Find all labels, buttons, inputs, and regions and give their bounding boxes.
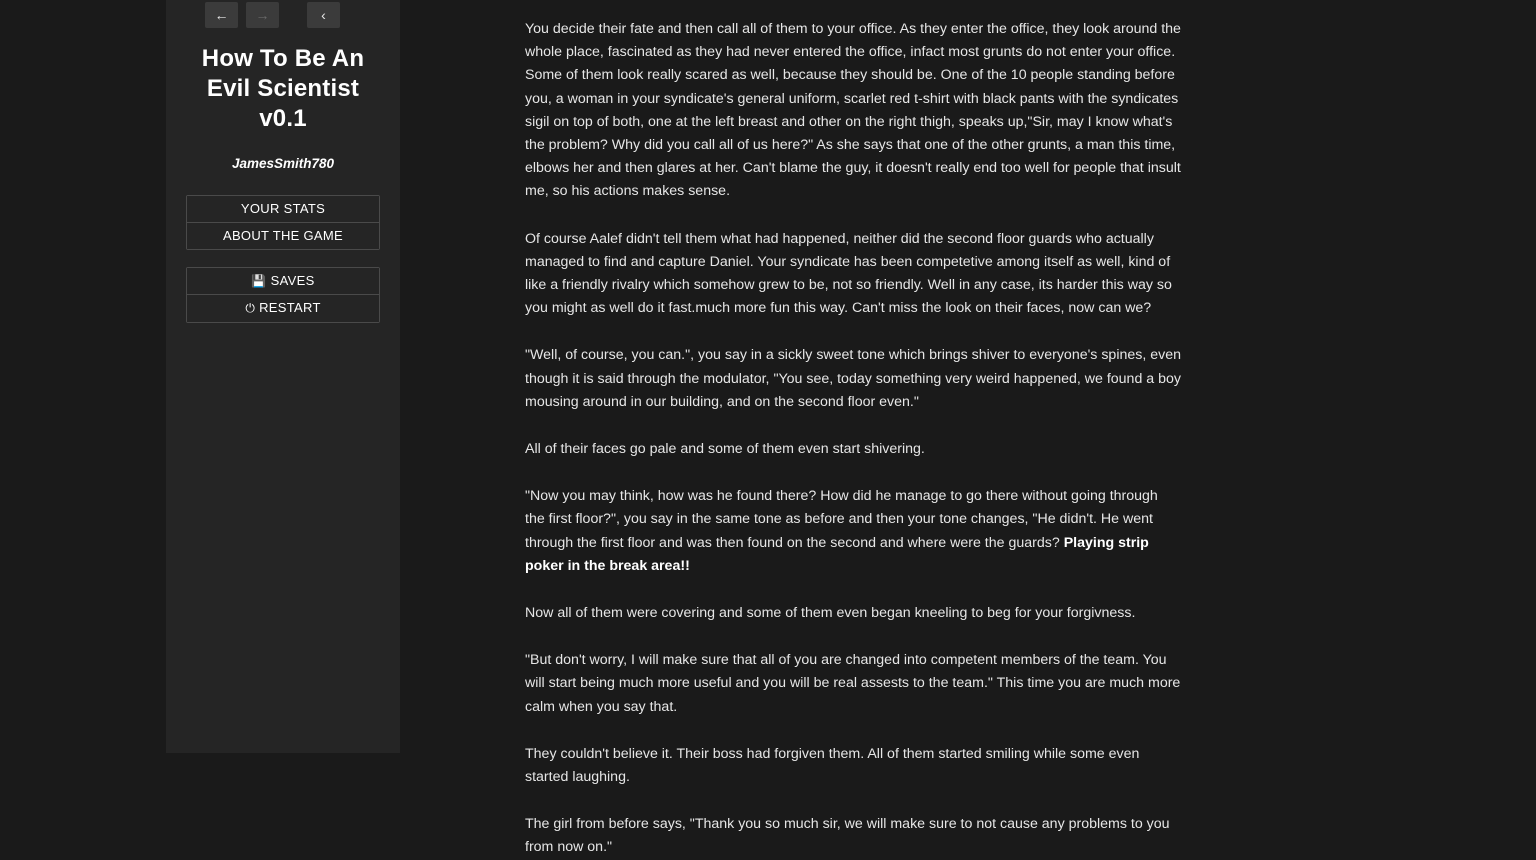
save-icon: 💾 (251, 274, 267, 288)
story-paragraph-text: "Now you may think, how was he found there? How did he manage to go there without going through the first floor?", you say in the same tone as before and then your tone changes, "He didn't. He went through the first floor and was then found on the second and where were the guards? (525, 488, 1158, 551)
story-emphasis: Playing strip poker in the break area!! (525, 534, 1149, 574)
story-passage (500, 0, 1471, 856)
left-gutter (0, 0, 166, 753)
sidebar-nav-row (186, 0, 380, 28)
forward-button[interactable]: → (246, 2, 279, 28)
story-paragraph-with-emphasis (525, 485, 1181, 578)
back-button[interactable]: ← (205, 2, 238, 28)
sidebar-item-label: SAVES (270, 273, 315, 288)
collapse-sidebar-button[interactable]: ‹ (307, 2, 340, 28)
sidebar-menu-primary (186, 195, 380, 250)
story-paragraph: "Well, of course, you can.", you say in a sickly sweet tone which brings shiver to everyone's spines, even though it is said through the modulator, "You see, today something very weird happened, we found a boy mousing around in our building, and on the second floor even." (525, 347, 1181, 410)
story-paragraph: You decide their fate and then call all of them to your office. As they enter the office, they look around the whole place, fascinated as they had never entered the office, infact most grunts do not enter your office. Some of them look really scared as well, because they should be. One of the 10 people standing before you, a woman in your syndicate's general uniform, scarlet red t-shirt with black pants with the syndicates sigil on top of both, one at the left breast and other on the right thigh, speaks up,"Sir, may I know what's the problem? Why did you call all of us here?" As she says that one of the other grunts, a man this time, elbows her and then glares at her. Can't blame the guy, it doesn't really end too well for people that insult me, so his actions makes sense. (525, 21, 1181, 200)
sidebar-item-about-the-game[interactable]: ABOUT THE GAME (187, 223, 379, 249)
power-icon: ⏻ (245, 301, 256, 315)
sidebar-item-label: RESTART (259, 300, 321, 315)
sidebar-item-restart[interactable] (187, 295, 379, 322)
story-paragraph: The girl from before says, "Thank you so much sir, we will make sure to not cause any problems to you from now on." (525, 816, 1170, 856)
content-area (400, 0, 1536, 856)
story-paragraph: All of their faces go pale and some of them even start shivering. (525, 441, 925, 458)
story-paragraph: They couldn't believe it. Their boss had forgiven them. All of them started smiling while some even started laughing. (525, 745, 1140, 786)
sidebar-item-your-stats[interactable]: YOUR STATS (187, 196, 379, 223)
story-paragraph: Now all of them were covering and some of them even began kneeling to beg for your forgivness. (525, 605, 1136, 622)
author-label: JamesSmith780 (231, 156, 335, 171)
page-title: How To Be An Evil Scientist v0.1 (201, 45, 365, 132)
sidebar-item-saves[interactable] (187, 268, 379, 295)
sidebar-menu-actions (186, 267, 380, 323)
sidebar (166, 0, 400, 753)
story-paragraph: "But don't worry, I will make sure that all of you are changed into competent members of the team. You will start being much more useful and you will be real assests to the team." This time you are much more calm when you say that. (525, 652, 1181, 715)
story-paragraph: Of course Aalef didn't tell them what had happened, neither did the second floor guards who actually managed to find and capture Daniel. Your syndicate has been competetive among itself as well, kind of like a friendly rivalry which somehow grew to be, not so friendly. Well in any case, its harder this way so you might as well do it fast.much more fun this way. Can't miss the look on their faces, now can we? (525, 230, 1172, 317)
